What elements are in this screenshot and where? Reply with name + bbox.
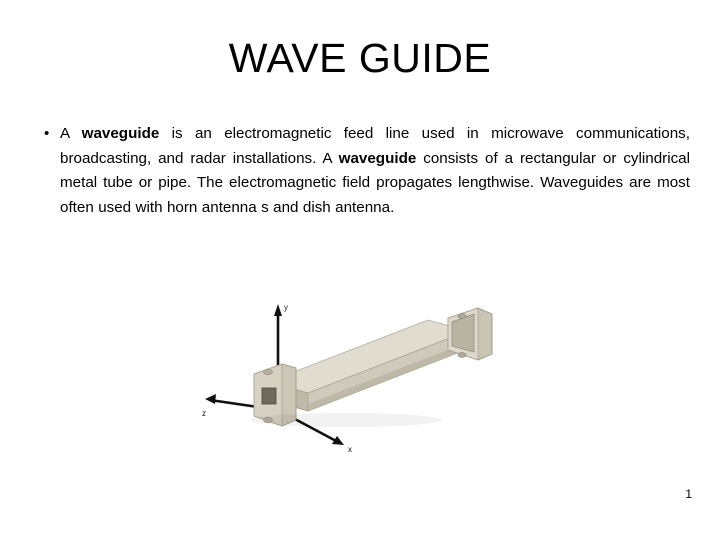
waveguide-flange-far xyxy=(448,308,492,360)
page-number: 1 xyxy=(685,487,692,501)
axis-label-x: x xyxy=(348,445,352,454)
waveguide-figure xyxy=(196,292,526,462)
axis-label-y: y xyxy=(284,303,288,312)
page-title: WAVE GUIDE xyxy=(228,35,492,81)
waveguide-body xyxy=(268,320,468,411)
text-segment-1: waveguide xyxy=(81,125,160,142)
text-segment-2: is an electromagnetic feed line used in microwave communications, broadcasting, and radar installations. A xyxy=(60,125,690,167)
text-segment-4: consists of a rectangular or cylindrical metal tube or pipe. The electromagnetic field propagates lengthwise. Waveguides are most often used with horn antenna s and dish antenna. xyxy=(60,149,690,216)
axis-label-z: z xyxy=(202,409,206,418)
bullet-paragraph xyxy=(60,122,690,220)
text-segment-0: A xyxy=(60,125,82,142)
body-bullet xyxy=(40,122,690,220)
bullet-marker: • xyxy=(44,125,50,142)
text-segment-3: waveguide xyxy=(338,149,417,167)
